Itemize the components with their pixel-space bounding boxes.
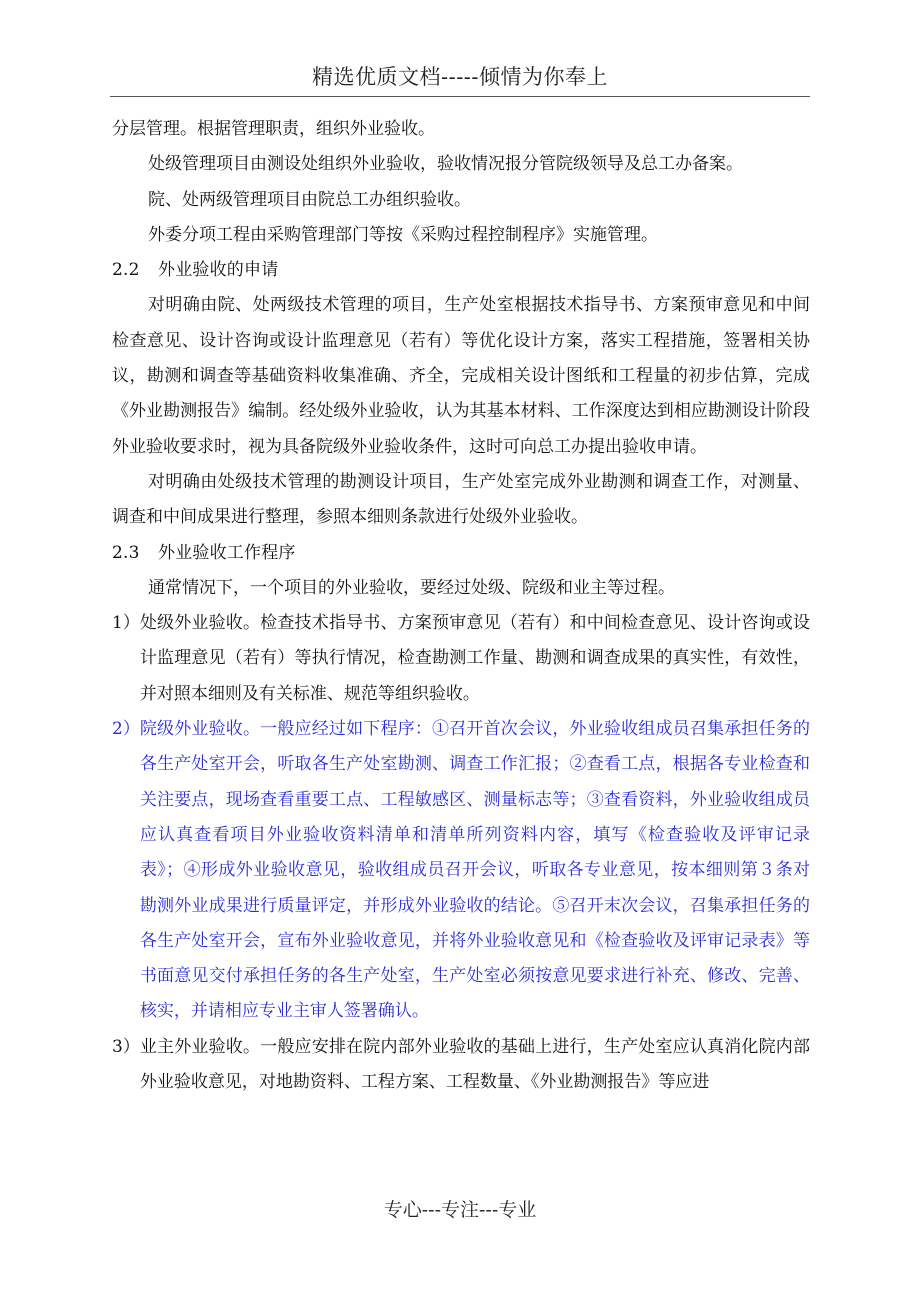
section-heading-2-2 (112, 253, 810, 288)
document-body (112, 112, 810, 1100)
page-header-title: 精选优质文档-----倾情为你奉上 (312, 65, 608, 89)
paragraph: 分层管理。根据管理职责，组织外业验收。 (112, 119, 435, 139)
list-item-2 (112, 712, 810, 1030)
list-item-text: 处级外业验收。检查技术指导书、方案预审意见（若有）和中间检查意见、设计咨询或设计监理意见（若有）等执行情况，检查勘测工作量、勘测和调查成果的真实性，有效性，并对照本细则及有关标准、规范等组织验收。 (139, 613, 810, 704)
list-marker: 3） (112, 1036, 140, 1057)
paragraph: 外委分项工程由采购管理部门等按《采购过程控制程序》实施管理。 (148, 224, 658, 245)
header-divider (110, 96, 810, 97)
list-item-3 (112, 1030, 810, 1101)
section-title: 外业验收的申请 (158, 260, 279, 281)
list-item-1 (112, 606, 810, 712)
list-marker: 2） (112, 719, 140, 740)
paragraph: 通常情况下，一个项目的外业验收，要经过处级、院级和业主等过程。 (148, 577, 675, 598)
section-number: 2.3 (112, 542, 140, 563)
paragraph: 处级管理项目由测设处组织外业验收，验收情况报分管院级领导及总工办备案。 (148, 154, 743, 175)
list-marker: 1） (112, 613, 140, 634)
page-footer: 专心---专注---专业 (383, 1199, 537, 1221)
paragraph: 院、处两级管理项目由院总工办组织验收。 (148, 189, 471, 210)
list-item-text: 业主外业验收。一般应安排在院内部外业验收的基础上进行，生产处室应认真消化院内部外业验收意见，对地勘资料、工程方案、工程数量、《外业勘测报告》等应进 (139, 1036, 810, 1093)
paragraph: 对明确由处级技术管理的勘测设计项目，生产处室完成外业勘测和调查工作，对测量、调查和中间成果进行整理，参照本细则条款进行处级外业验收。 (112, 471, 810, 528)
list-item-text: 院级外业验收。一般应经过如下程序：①召开首次会议，外业验收组成员召集承担任务的各生产处室开会，听取各生产处室勘测、调查工作汇报；②查看工点，根据各专业检查和关注要点，现场查看重要工点、工程敏感区、测量标志等；③查看资料，外业验收组成员应认真查看项目外业验收资料清单和清单所列资料内容，填写《检查验收及评审记录表》；④形成外业验收意见，验收组成员召开会议，听取各专业意见，按本细则第３条对勘测外业成果进行质量评定，并形成外业验收的结论。⑤召开末次会议，召集承担任务的各生产处室开会，宣布外业验收意见，并将外业验收意见和《检查验收及评审记录表》等书面意见交付承担任务的各生产处室，生产处室必须按意见要求进行补充、修改、完善、核实，并请相应专业主审人签署确认。 (139, 719, 810, 1022)
paragraph: 对明确由院、处两级技术管理的项目，生产处室根据技术指导书、方案预审意见和中间检查意见、设计咨询或设计监理意见（若有）等优化设计方案，落实工程措施，签署相关协议，勘测和调查等基础资料收集准确、齐全，完成相关设计图纸和工程量的初步估算，完成《外业勘测报告》编制。经处级外业验收，认为其基本材料、工作深度达到相应勘测设计阶段外业验收要求时，视为具备院级外业验收条件，这时可向总工办提出验收申请。 (112, 295, 810, 457)
section-number: 2.2 (112, 260, 140, 281)
section-heading-2-3 (112, 536, 810, 571)
section-title: 外业验收工作程序 (158, 542, 296, 563)
